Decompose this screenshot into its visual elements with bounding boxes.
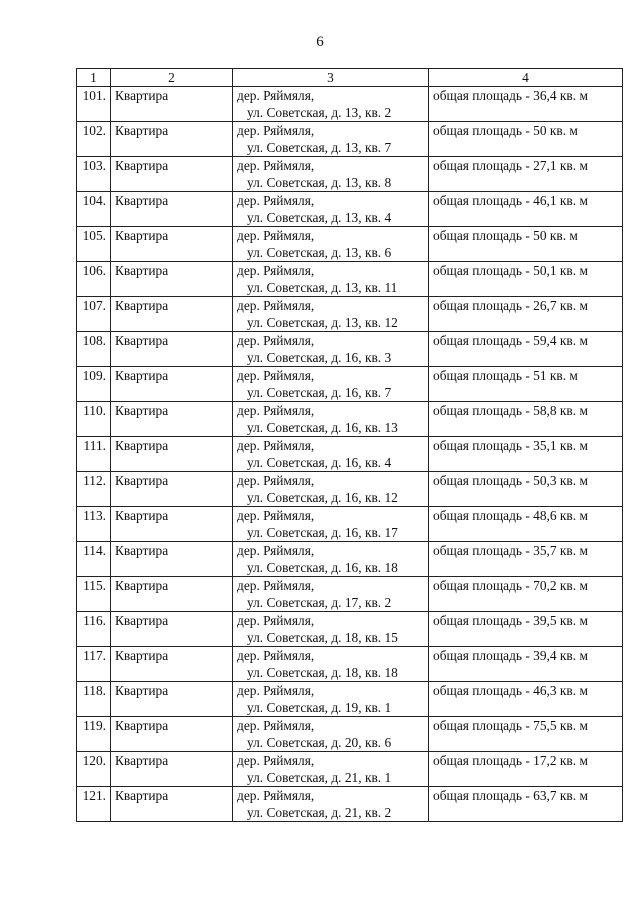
- address-line-street: ул. Советская, д. 18, кв. 18: [247, 665, 398, 680]
- property-area: общая площадь - 39,4 кв. м: [429, 647, 623, 682]
- property-address: [233, 787, 429, 822]
- property-area: общая площадь - 46,1 кв. м: [429, 192, 623, 227]
- property-address: [233, 507, 429, 542]
- property-area: общая площадь - 35,1 кв. м: [429, 437, 623, 472]
- table-row: [77, 297, 623, 332]
- row-number: 116.: [77, 612, 111, 647]
- address-line-village: дер. Ряймяля,: [237, 543, 315, 558]
- row-number: 112.: [77, 472, 111, 507]
- property-type: Квартира: [111, 87, 233, 122]
- address-line-street: ул. Советская, д. 13, кв. 12: [247, 315, 398, 330]
- address-line-village: дер. Ряймяля,: [237, 578, 315, 593]
- property-area: общая площадь - 59,4 кв. м: [429, 332, 623, 367]
- row-number: 110.: [77, 402, 111, 437]
- property-address: [233, 402, 429, 437]
- property-type: Квартира: [111, 507, 233, 542]
- property-address: [233, 437, 429, 472]
- property-type: Квартира: [111, 402, 233, 437]
- table-row: [77, 367, 623, 402]
- row-number: 115.: [77, 577, 111, 612]
- property-address: [233, 262, 429, 297]
- address-line-village: дер. Ряймяля,: [237, 788, 315, 803]
- property-type: Квартира: [111, 647, 233, 682]
- property-address: [233, 122, 429, 157]
- property-type: Квартира: [111, 122, 233, 157]
- table-row: [77, 122, 623, 157]
- address-line-street: ул. Советская, д. 16, кв. 3: [247, 350, 392, 365]
- address-line-street: ул. Советская, д. 13, кв. 11: [247, 280, 398, 295]
- row-number: 103.: [77, 157, 111, 192]
- property-address: [233, 87, 429, 122]
- property-area: общая площадь - 51 кв. м: [429, 367, 623, 402]
- address-line-street: ул. Советская, д. 16, кв. 17: [247, 525, 398, 540]
- row-number: 102.: [77, 122, 111, 157]
- column-header: 1: [77, 69, 111, 87]
- table-row: [77, 577, 623, 612]
- property-area: общая площадь - 63,7 кв. м: [429, 787, 623, 822]
- address-line-village: дер. Ряймяля,: [237, 438, 315, 453]
- address-line-village: дер. Ряймяля,: [237, 298, 315, 313]
- row-number: 105.: [77, 227, 111, 262]
- table-row: [77, 717, 623, 752]
- address-line-village: дер. Ряймяля,: [237, 158, 315, 173]
- property-type: Квартира: [111, 437, 233, 472]
- property-area: общая площадь - 36,4 кв. м: [429, 87, 623, 122]
- property-area: общая площадь - 48,6 кв. м: [429, 507, 623, 542]
- column-header: 4: [429, 69, 623, 87]
- table-row: [77, 682, 623, 717]
- table-row: [77, 752, 623, 787]
- table-body: [77, 87, 623, 822]
- address-line-street: ул. Советская, д. 18, кв. 15: [247, 630, 398, 645]
- address-line-street: ул. Советская, д. 17, кв. 2: [247, 595, 392, 610]
- address-line-village: дер. Ряймяля,: [237, 753, 315, 768]
- property-address: [233, 472, 429, 507]
- table-row: [77, 787, 623, 822]
- property-type: Квартира: [111, 542, 233, 577]
- address-line-village: дер. Ряймяля,: [237, 368, 315, 383]
- property-type: Квартира: [111, 367, 233, 402]
- page-number: 6: [316, 34, 324, 50]
- table-row: [77, 437, 623, 472]
- property-type: Квартира: [111, 472, 233, 507]
- row-number: 119.: [77, 717, 111, 752]
- address-line-village: дер. Ряймяля,: [237, 228, 315, 243]
- property-type: Квартира: [111, 262, 233, 297]
- property-area: общая площадь - 50 кв. м: [429, 122, 623, 157]
- property-type: Квартира: [111, 752, 233, 787]
- property-type: Квартира: [111, 297, 233, 332]
- address-line-village: дер. Ряймяля,: [237, 648, 315, 663]
- property-address: [233, 542, 429, 577]
- address-line-village: дер. Ряймяля,: [237, 193, 315, 208]
- table-row: [77, 612, 623, 647]
- row-number: 104.: [77, 192, 111, 227]
- row-number: 106.: [77, 262, 111, 297]
- table-row: [77, 402, 623, 437]
- address-line-village: дер. Ряймяля,: [237, 613, 315, 628]
- address-line-street: ул. Советская, д. 13, кв. 6: [247, 245, 392, 260]
- address-line-street: ул. Советская, д. 13, кв. 2: [247, 105, 392, 120]
- property-address: [233, 717, 429, 752]
- property-type: Квартира: [111, 577, 233, 612]
- property-address: [233, 192, 429, 227]
- address-line-street: ул. Советская, д. 16, кв. 12: [247, 490, 398, 505]
- table-row: [77, 192, 623, 227]
- property-area: общая площадь - 27,1 кв. м: [429, 157, 623, 192]
- address-line-street: ул. Советская, д. 13, кв. 7: [247, 140, 392, 155]
- column-header: 2: [111, 69, 233, 87]
- row-number: 113.: [77, 507, 111, 542]
- property-area: общая площадь - 58,8 кв. м: [429, 402, 623, 437]
- property-address: [233, 297, 429, 332]
- property-type: Квартира: [111, 717, 233, 752]
- property-address: [233, 682, 429, 717]
- row-number: 108.: [77, 332, 111, 367]
- property-type: Квартира: [111, 192, 233, 227]
- table-row: [77, 332, 623, 367]
- row-number: 118.: [77, 682, 111, 717]
- address-line-village: дер. Ряймяля,: [237, 508, 315, 523]
- property-area: общая площадь - 46,3 кв. м: [429, 682, 623, 717]
- property-address: [233, 227, 429, 262]
- property-address: [233, 332, 429, 367]
- row-number: 101.: [77, 87, 111, 122]
- address-line-village: дер. Ряймяля,: [237, 473, 315, 488]
- address-line-village: дер. Ряймяля,: [237, 683, 315, 698]
- column-header: 3: [233, 69, 429, 87]
- table-row: [77, 157, 623, 192]
- property-type: Квартира: [111, 787, 233, 822]
- property-area: общая площадь - 35,7 кв. м: [429, 542, 623, 577]
- address-line-village: дер. Ряймяля,: [237, 718, 315, 733]
- property-table: [76, 68, 623, 822]
- row-number: 111.: [77, 437, 111, 472]
- property-type: Квартира: [111, 227, 233, 262]
- table-row: [77, 542, 623, 577]
- property-address: [233, 612, 429, 647]
- table-row: [77, 262, 623, 297]
- address-line-street: ул. Советская, д. 16, кв. 4: [247, 455, 392, 470]
- property-address: [233, 647, 429, 682]
- address-line-street: ул. Советская, д. 13, кв. 8: [247, 175, 392, 190]
- property-area: общая площадь - 26,7 кв. м: [429, 297, 623, 332]
- row-number: 114.: [77, 542, 111, 577]
- property-type: Квартира: [111, 157, 233, 192]
- address-line-village: дер. Ряймяля,: [237, 403, 315, 418]
- address-line-street: ул. Советская, д. 20, кв. 6: [247, 735, 392, 750]
- row-number: 117.: [77, 647, 111, 682]
- address-line-street: ул. Советская, д. 16, кв. 13: [247, 420, 398, 435]
- address-line-street: ул. Советская, д. 21, кв. 1: [247, 770, 392, 785]
- address-line-street: ул. Советская, д. 21, кв. 2: [247, 805, 392, 820]
- property-type: Квартира: [111, 682, 233, 717]
- address-line-village: дер. Ряймяля,: [237, 88, 315, 103]
- table-header-row: [77, 69, 623, 87]
- address-line-village: дер. Ряймяля,: [237, 333, 315, 348]
- table-row: [77, 87, 623, 122]
- property-address: [233, 367, 429, 402]
- address-line-village: дер. Ряймяля,: [237, 123, 315, 138]
- table-row: [77, 647, 623, 682]
- table-row: [77, 227, 623, 262]
- table-row: [77, 507, 623, 542]
- address-line-street: ул. Советская, д. 16, кв. 7: [247, 385, 392, 400]
- property-area: общая площадь - 50,1 кв. м: [429, 262, 623, 297]
- property-area: общая площадь - 75,5 кв. м: [429, 717, 623, 752]
- property-type: Квартира: [111, 332, 233, 367]
- address-line-street: ул. Советская, д. 16, кв. 18: [247, 560, 398, 575]
- property-address: [233, 752, 429, 787]
- address-line-village: дер. Ряймяля,: [237, 263, 315, 278]
- row-number: 109.: [77, 367, 111, 402]
- property-area: общая площадь - 50 кв. м: [429, 227, 623, 262]
- property-area: общая площадь - 70,2 кв. м: [429, 577, 623, 612]
- property-area: общая площадь - 17,2 кв. м: [429, 752, 623, 787]
- table-row: [77, 472, 623, 507]
- row-number: 121.: [77, 787, 111, 822]
- address-line-street: ул. Советская, д. 13, кв. 4: [247, 210, 392, 225]
- property-area: общая площадь - 50,3 кв. м: [429, 472, 623, 507]
- address-line-street: ул. Советская, д. 19, кв. 1: [247, 700, 392, 715]
- property-address: [233, 157, 429, 192]
- property-area: общая площадь - 39,5 кв. м: [429, 612, 623, 647]
- row-number: 120.: [77, 752, 111, 787]
- row-number: 107.: [77, 297, 111, 332]
- property-type: Квартира: [111, 612, 233, 647]
- property-address: [233, 577, 429, 612]
